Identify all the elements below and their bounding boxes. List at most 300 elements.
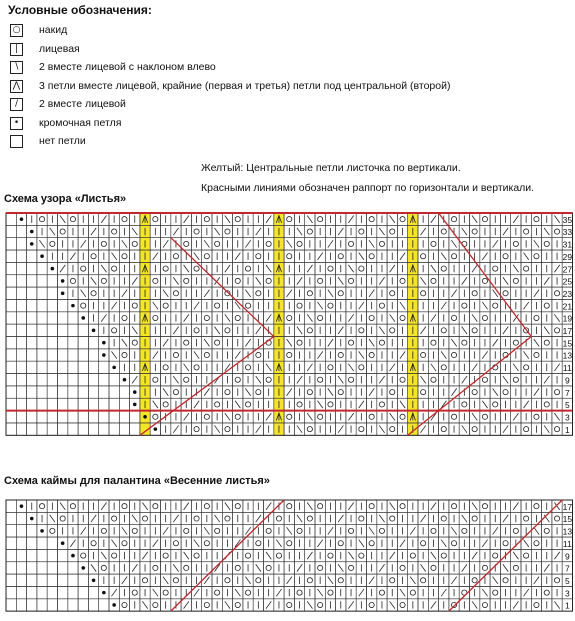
k2tog-left-mark: [287, 527, 292, 534]
k2tog-left-mark: [554, 413, 559, 420]
yo-mark: [276, 553, 281, 558]
k2tog-mark: [307, 364, 312, 371]
grid-cell: [58, 398, 68, 410]
grid-cell: [47, 549, 57, 561]
grid-cell: [78, 299, 88, 311]
grid-cell: [480, 599, 490, 611]
k2tog-left-mark: [390, 601, 395, 608]
yo-mark: [482, 504, 487, 509]
grid-cell: [336, 386, 346, 398]
k2tog-left-mark: [482, 302, 487, 309]
grid-cell: [99, 398, 109, 410]
row-number: 3: [564, 588, 570, 599]
k2tog-left-mark: [451, 339, 456, 346]
yo-mark: [184, 565, 189, 570]
grid-cell: [171, 287, 181, 299]
yo-mark: [513, 278, 518, 283]
k2tog-mark: [493, 240, 498, 247]
yo-mark: [451, 352, 456, 357]
grid-cell: [58, 599, 68, 611]
grid-cell: [37, 312, 47, 324]
k2tog-left-mark: [153, 302, 158, 309]
grid-cell: [37, 411, 47, 423]
yo-mark: [379, 590, 384, 595]
grid-cell: [88, 361, 98, 373]
grid-cell: [27, 574, 37, 586]
yo-mark: [204, 602, 209, 607]
k2tog-left-mark: [472, 601, 477, 608]
grid-cell: [37, 262, 47, 274]
grid-cell: [47, 537, 57, 549]
yo-mark: [513, 528, 518, 533]
k2tog-left-mark: [462, 228, 467, 235]
grid-cell: [68, 586, 78, 598]
k2tog-left-mark: [307, 503, 312, 510]
grid-cell: [37, 500, 47, 512]
yo-mark: [50, 241, 55, 246]
edge-stitch-mark: [40, 529, 44, 533]
yo-mark: [441, 266, 446, 271]
grid-cell: [27, 537, 37, 549]
k2tog-mark: [451, 388, 456, 395]
k2tog-mark: [132, 376, 137, 383]
row-number: 25: [562, 276, 573, 287]
k2tog-left-mark: [215, 228, 220, 235]
k2tog-mark: [348, 503, 353, 510]
k2tog-mark: [390, 265, 395, 272]
knit-icon: |: [10, 43, 23, 56]
grid-cell: [27, 262, 37, 274]
grid-cell: [500, 386, 510, 398]
yo-mark: [451, 414, 456, 419]
grid-cell: [243, 549, 253, 561]
grid-cell: [367, 599, 377, 611]
yo-mark: [307, 229, 312, 234]
k2tog-mark: [513, 413, 518, 420]
grid-cell: [521, 361, 531, 373]
grid-cell: [16, 275, 26, 287]
grid-cell: [367, 250, 377, 262]
yo-mark: [544, 402, 549, 407]
yo-mark: [493, 303, 498, 308]
k2tog-left-mark: [390, 216, 395, 223]
grid-cell: [16, 374, 26, 386]
grid-cell: [274, 512, 284, 524]
yo-mark: [513, 241, 518, 246]
yo-mark: [318, 315, 323, 320]
yo-mark: [472, 427, 477, 432]
yo-mark: [369, 602, 374, 607]
k2tog-left-mark: [544, 327, 549, 334]
yo-mark: [421, 541, 426, 546]
yo-mark: [307, 578, 312, 583]
legend-label: нет петли: [39, 135, 86, 147]
grid-cell: [27, 549, 37, 561]
k2tog-left-mark: [204, 527, 209, 534]
grid-cell: [181, 525, 191, 537]
k2tog-left-mark: [163, 388, 168, 395]
grid-cell: [161, 549, 171, 561]
k2tog-mark: [112, 589, 117, 596]
k2tog-mark: [132, 564, 137, 571]
yo-mark: [410, 553, 415, 558]
grid-cell: [99, 275, 109, 287]
row-number: 13: [562, 350, 573, 361]
yo-mark: [390, 291, 395, 296]
grid-cell: [470, 324, 480, 336]
k2tog-left-mark: [256, 376, 261, 383]
edge-stitch-mark: [92, 578, 96, 582]
grid-cell: [88, 287, 98, 299]
k2tog-mark: [287, 388, 292, 395]
yo-mark: [297, 303, 302, 308]
grid-cell: [119, 423, 129, 435]
yo-mark: [451, 541, 456, 546]
yo-mark: [359, 328, 364, 333]
k2tog-mark: [503, 228, 508, 235]
grid-cell: [47, 586, 57, 598]
yo-mark: [369, 217, 374, 222]
yo-mark: [513, 565, 518, 570]
k2tog-left-mark: [482, 401, 487, 408]
grid-cell: [470, 225, 480, 237]
k2tog-mark: [256, 515, 261, 522]
grid-cell: [119, 599, 129, 611]
yo-mark: [163, 266, 168, 271]
grid-cell: [315, 500, 325, 512]
k2tog-left-mark: [276, 540, 281, 547]
grid-cell: [367, 411, 377, 423]
k2tog-mark: [482, 351, 487, 358]
grid-cell: [47, 599, 57, 611]
grid-cell: [119, 500, 129, 512]
grid-cell: [377, 337, 387, 349]
k2tog-mark: [173, 425, 178, 432]
grid-cell: [202, 312, 212, 324]
k2tog-mark: [163, 339, 168, 346]
grid-cell: [305, 423, 315, 435]
k2tog-mark: [194, 589, 199, 596]
grid-cell: [58, 586, 68, 598]
k2tog-left-mark: [338, 564, 343, 571]
grid-cell: [243, 586, 253, 598]
grid-cell: [439, 549, 449, 561]
yo-mark: [534, 315, 539, 320]
yo-mark: [359, 553, 364, 558]
grid-cell: [212, 525, 222, 537]
yo-mark: [287, 541, 292, 546]
grid-cell: [16, 287, 26, 299]
yo-mark: [554, 389, 559, 394]
grid-cell: [325, 299, 335, 311]
grid-cell: [37, 398, 47, 410]
k2tog-mark: [400, 540, 405, 547]
grid-cell: [449, 411, 459, 423]
grid-cell: [418, 537, 428, 549]
yo-mark: [173, 254, 178, 259]
legend-label: накид: [39, 24, 68, 36]
yo-mark: [493, 402, 498, 407]
grid-cell: [480, 213, 490, 225]
k2tog-mark: [70, 540, 75, 547]
k2tog-mark: [431, 601, 436, 608]
yo-mark: [204, 504, 209, 509]
k2tog-left-mark: [421, 376, 426, 383]
k2tog-mark: [338, 425, 343, 432]
grid-cell: [88, 398, 98, 410]
grid-cell: [88, 337, 98, 349]
yo-mark: [410, 590, 415, 595]
yo-mark: [266, 278, 271, 283]
yo-mark: [390, 578, 395, 583]
k2tog-left-mark: [472, 314, 477, 321]
yo-mark: [431, 565, 436, 570]
grid-cell: [161, 586, 171, 598]
k2tog-mark: [266, 216, 271, 223]
grid-cell: [58, 324, 68, 336]
k2tog-left-mark: [554, 314, 559, 321]
grid-cell: [37, 337, 47, 349]
grid-cell: [119, 213, 129, 225]
grid-cell: [58, 299, 68, 311]
grid-cell: [439, 262, 449, 274]
grid-cell: [58, 361, 68, 373]
edge-stitch-mark: [123, 378, 127, 382]
k2tog-left-mark: [493, 388, 498, 395]
yo-mark: [431, 528, 436, 533]
k2tog-mark: [266, 503, 271, 510]
grid-cell: [27, 386, 37, 398]
yo-mark: [153, 278, 158, 283]
legend-label: 3 петли вместе лицевой, крайние (первая и третья) петли под центральной (второй): [39, 79, 451, 92]
grid-cell: [542, 337, 552, 349]
k2tog-left-mark: [112, 253, 117, 260]
yo-mark: [235, 504, 240, 509]
k2tog-left-mark: [307, 314, 312, 321]
edge-stitch-mark: [133, 390, 137, 394]
yo-mark: [81, 303, 86, 308]
k2tog-left-mark: [81, 290, 86, 297]
grid-cell: [264, 562, 274, 574]
grid-cell: [439, 225, 449, 237]
yo-mark: [204, 541, 209, 546]
yo-mark: [503, 578, 508, 583]
yo-mark: [348, 241, 353, 246]
grid-cell: [449, 349, 459, 361]
k2tog-mark: [524, 589, 529, 596]
grid-cell: [439, 423, 449, 435]
grid-cell: [16, 525, 26, 537]
grid-cell: [387, 287, 397, 299]
yo-mark: [153, 602, 158, 607]
grid-cell: [16, 225, 26, 237]
grid-cell: [6, 225, 16, 237]
grid-cell: [202, 349, 212, 361]
yo-mark: [421, 389, 426, 394]
edge-stitch-mark: [112, 366, 116, 370]
grid-cell: [459, 398, 469, 410]
row-number: 15: [562, 338, 573, 349]
yo-mark: [204, 352, 209, 357]
k2tog-left-mark: [503, 564, 508, 571]
yo-mark: [441, 365, 446, 370]
k2tog-mark: [431, 216, 436, 223]
k2tog-mark: [482, 540, 487, 547]
grid-cell: [16, 312, 26, 324]
grid-cell: [397, 275, 407, 287]
grid-cell: [78, 337, 88, 349]
grid-cell: [264, 374, 274, 386]
grid-cell: [6, 537, 16, 549]
grid-cell: [16, 398, 26, 410]
grid-cell: [88, 599, 98, 611]
grid-cell: [150, 562, 160, 574]
grid-cell: [542, 299, 552, 311]
grid-cell: [47, 349, 57, 361]
k2tog-mark: [287, 577, 292, 584]
k2tog-left-mark: [554, 216, 559, 223]
grid-cell: [449, 312, 459, 324]
k2tog-left-mark: [421, 564, 426, 571]
k2tog-left-mark: [379, 425, 384, 432]
grid-cell: [68, 324, 78, 336]
grid-cell: [367, 537, 377, 549]
k2tog-mark: [359, 589, 364, 596]
k2tog-left-mark: [328, 290, 333, 297]
row-number: 3: [564, 412, 570, 423]
grid-cell: [315, 599, 325, 611]
k2tog-mark: [173, 515, 178, 522]
k2tog-mark: [369, 388, 374, 395]
k2tog-left-mark: [379, 515, 384, 522]
grid-cell: [222, 574, 232, 586]
k2tog-mark: [338, 228, 343, 235]
yo-mark: [524, 516, 529, 521]
yo-mark: [287, 414, 292, 419]
k2tog-mark: [328, 339, 333, 346]
k2tog-left-mark: [513, 552, 518, 559]
grid-cell: [449, 537, 459, 549]
grid-cell: [88, 374, 98, 386]
k2tog-mark: [70, 253, 75, 260]
grid-cell: [284, 213, 294, 225]
yo-mark: [328, 303, 333, 308]
yo-mark: [369, 504, 374, 509]
yo-mark: [369, 315, 374, 320]
row-number: 15: [562, 514, 573, 525]
k2tog-left-mark: [184, 364, 189, 371]
yo-mark: [462, 402, 467, 407]
yo-mark: [122, 602, 127, 607]
grid-cell: [274, 549, 284, 561]
grid-cell: [233, 275, 243, 287]
grid-cell: [428, 374, 438, 386]
grid-cell: [222, 324, 232, 336]
k2tog-left-mark: [379, 327, 384, 334]
grid-cell: [16, 537, 26, 549]
k2tog-mark: [266, 413, 271, 420]
grid-cell: [99, 411, 109, 423]
row-number: 1: [564, 600, 570, 611]
yo-mark: [297, 528, 302, 533]
grid-cell: [16, 262, 26, 274]
k2tog-mark: [348, 413, 353, 420]
grid-cell: [58, 312, 68, 324]
row-number: 9: [564, 551, 570, 562]
grid-cell: [78, 549, 88, 561]
k3tog-icon: ⋀: [10, 80, 23, 93]
yo-mark: [287, 602, 292, 607]
grid-cell: [37, 386, 47, 398]
yo-mark: [421, 254, 426, 259]
grid-cell: [542, 398, 552, 410]
edge-stitch-mark: [102, 353, 106, 357]
yo-icon: ○: [10, 24, 23, 37]
yo-mark: [379, 528, 384, 533]
grid-cell: [58, 423, 68, 435]
edge-stitch-mark: [143, 415, 147, 419]
grid-cell: [428, 275, 438, 287]
grid-cell: [305, 287, 315, 299]
yo-mark: [163, 590, 168, 595]
yo-mark: [472, 291, 477, 296]
grid-cell: [130, 586, 140, 598]
k2tog-mark: [266, 601, 271, 608]
grid-cell: [161, 299, 171, 311]
yo-mark: [482, 602, 487, 607]
grid-cell: [37, 287, 47, 299]
yo-mark: [359, 266, 364, 271]
grid-cell: [119, 386, 129, 398]
grid-cell: [397, 374, 407, 386]
k2tog-mark: [359, 302, 364, 309]
grid-cell: [109, 386, 119, 398]
grid-cell: [480, 500, 490, 512]
grid-cell: [480, 374, 490, 386]
grid-cell: [418, 386, 428, 398]
yo-mark: [235, 315, 240, 320]
yo-mark: [173, 291, 178, 296]
grid-cell: [109, 423, 119, 435]
k2tog-left-mark: [142, 601, 147, 608]
yo-mark: [235, 377, 240, 382]
yo-mark: [441, 328, 446, 333]
grid-cell: [47, 324, 57, 336]
yo-mark: [266, 528, 271, 533]
grid-cell: [397, 213, 407, 225]
yo-mark: [204, 254, 209, 259]
k2tog-left-mark: [245, 388, 250, 395]
yo-mark: [235, 278, 240, 283]
grid-cell: [542, 525, 552, 537]
k2tog-left-mark: [544, 228, 549, 235]
grid-cell: [449, 500, 459, 512]
k2tog-mark: [421, 515, 426, 522]
k2tog-left-mark: [369, 527, 374, 534]
k2tog-mark: [60, 265, 65, 272]
grid-cell: [47, 423, 57, 435]
yo-mark: [142, 516, 147, 521]
edge-stitch-mark: [20, 504, 24, 508]
yo-mark: [173, 541, 178, 546]
yo-mark: [256, 578, 261, 583]
k2tog-left-mark: [50, 228, 55, 235]
k2tog-left-mark: [142, 503, 147, 510]
yo-mark: [462, 340, 467, 345]
row-number: 7: [564, 563, 570, 574]
yo-mark: [153, 504, 158, 509]
grid-cell: [16, 361, 26, 373]
